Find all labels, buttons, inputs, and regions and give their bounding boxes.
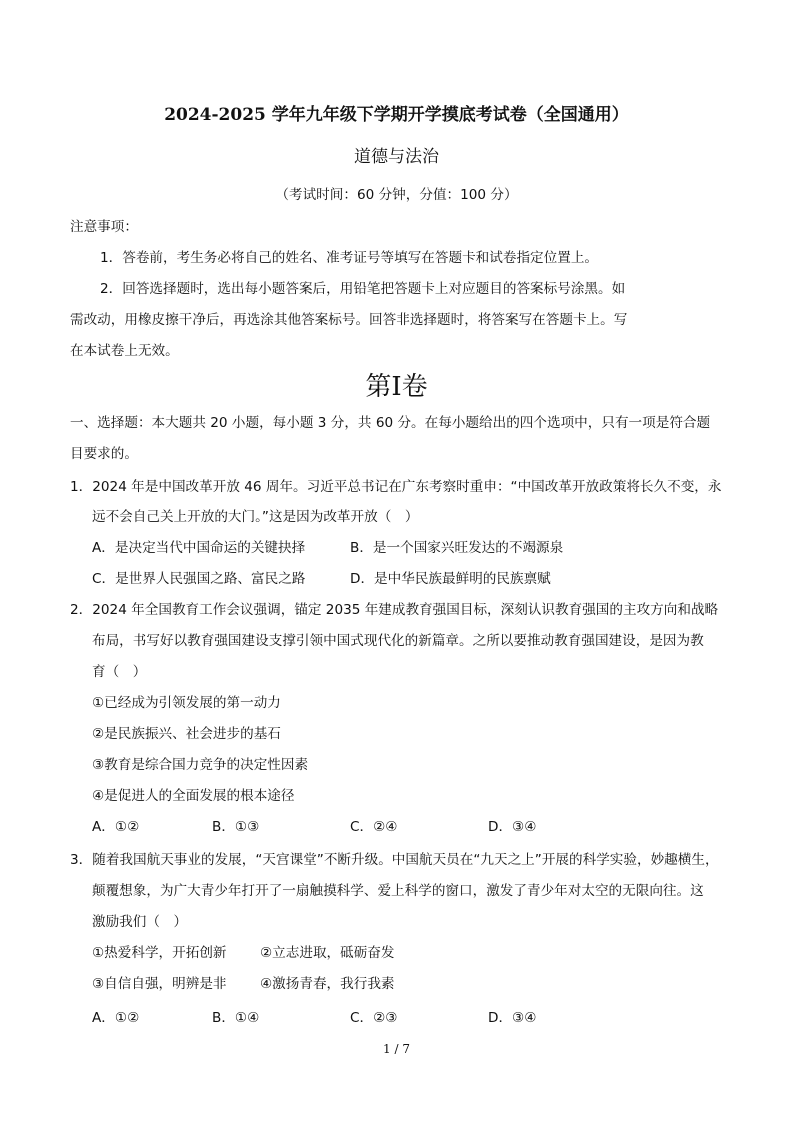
question-3-option-a: A．①② <box>92 1010 140 1026</box>
question-1-option-d: D．是中华民族最鲜明的民族禀赋 <box>350 571 551 587</box>
question-3-statement-3: ③自信自强，明辨是非 <box>92 976 227 992</box>
volume-title: 第Ⅰ卷 <box>365 372 428 402</box>
question-3-statement-1: ①热爱科学，开拓创新 <box>92 945 227 961</box>
question-3-line-2: 颠覆想象，为广大青少年打开了一扇触摸科学、爱上科学的窗口，激发了青少年对太空的无限向往。这 <box>92 883 704 899</box>
question-2-statement-1: ①已经成为引领发展的第一动力 <box>92 695 281 711</box>
question-3-option-c: C．②③ <box>350 1010 398 1026</box>
notice-item-2-line-2: 需改动，用橡皮擦干净后，再选涂其他答案标号。回答非选择题时，将答案写在答题卡上。写 <box>70 312 628 328</box>
question-2-statement-4: ④是促进人的全面发展的根本途径 <box>92 788 295 804</box>
notice-item-2-line-1: 2．回答选择题时，选出每小题答案后，用铅笔把答题卡上对应题目的答案标号涂黑。如 <box>100 281 626 297</box>
question-3-statement-4: ④激扬青春，我行我素 <box>260 976 395 992</box>
question-2-option-d: D．③④ <box>488 819 537 835</box>
notice-item-1: 1．答卷前，考生务必将自己的姓名、准考证号等填写在答题卡和试卷指定位置上。 <box>100 250 599 266</box>
section-1-line-1: 一、选择题：本大题共 20 小题，每小题 3 分，共 60 分。在每小题给出的四个选项中，只有一项是符合题 <box>70 415 711 431</box>
question-2-option-a: A．①② <box>92 819 140 835</box>
question-3-line-3: 激励我们（ ） <box>92 914 188 930</box>
question-3-line-1: 3．随着我国航天事业的发展，“天宫课堂”不断升级。中国航天员在“九天之上”开展的科学实验，妙趣横生， <box>70 852 719 868</box>
question-3-statement-2: ②立志进取，砥砺奋发 <box>260 945 395 961</box>
question-2-line-2: 布局，书写好以教育强国建设支撑引领中国式现代化的新篇章。之所以要推动教育强国建设，是因为教 <box>92 633 704 649</box>
question-3-option-d: D．③④ <box>488 1010 537 1026</box>
question-2-option-b: B．①③ <box>212 819 260 835</box>
exam-meta: （考试时间：60 分钟，分值：100 分） <box>275 187 518 203</box>
question-2-statement-2: ②是民族振兴、社会进步的基石 <box>92 726 281 742</box>
section-1-line-2: 目要求的。 <box>70 446 138 462</box>
question-2-statement-3: ③教育是综合国力竞争的决定性因素 <box>92 757 309 773</box>
question-1-line-1: 1．2024 年是中国改革开放 46 周年。习近平总书记在广东考察时重申：“中国改革开放政策将长久不变，永 <box>70 479 722 495</box>
question-2-line-1: 2．2024 年全国教育工作会议强调，锚定 2035 年建成教育强国目标，深刻认识教育强国的主攻方向和战略 <box>70 602 719 618</box>
notice-item-2-line-3: 在本试卷上无效。 <box>70 343 179 359</box>
question-1-option-a: A．是决定当代中国命运的关键抉择 <box>92 540 306 556</box>
question-1-option-b: B．是一个国家兴旺发达的不竭源泉 <box>350 540 564 556</box>
exam-title: 2024-2025 学年九年级下学期开学摸底考试卷（全国通用） <box>164 105 629 125</box>
question-1-line-2: 远不会自己关上开放的大门。”这是因为改革开放（ ） <box>92 509 419 525</box>
question-1-option-c: C．是世界人民强国之路、富民之路 <box>92 571 306 587</box>
question-3-option-b: B．①④ <box>212 1010 260 1026</box>
page-number: 1 / 7 <box>383 1042 410 1056</box>
notice-heading: 注意事项： <box>70 219 138 235</box>
question-2-line-3: 育（ ） <box>92 664 147 680</box>
question-2-option-c: C．②④ <box>350 819 398 835</box>
subject-title: 道德与法治 <box>354 147 439 167</box>
